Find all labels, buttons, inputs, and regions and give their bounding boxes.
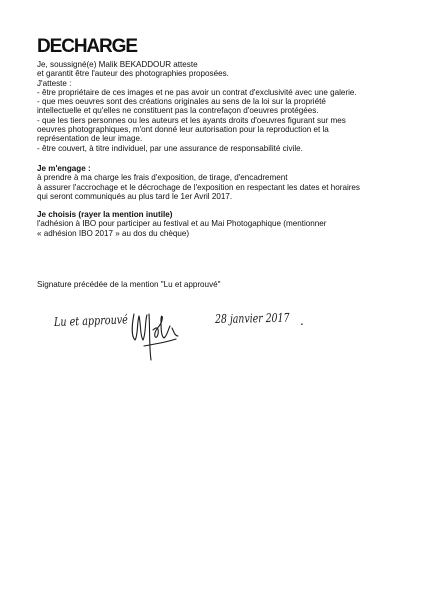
engagement-line: à prendre à ma charge les frais d'exposition, de tirage, d'encadrement — [37, 173, 288, 183]
attestation-line: intellectuelle et qu'elles ne constituent pas la contrefaçon d'oeuvres protégées. — [37, 106, 319, 116]
engagement-line: à assurer l'accrochage et le décrochage de l'exposition en respectant les dates et horaires — [37, 182, 360, 192]
choice-heading: Je choisis (rayer la mention inutile) — [37, 210, 173, 219]
handwritten-mention: Lu et approuvé — [53, 312, 129, 329]
choice-line: l'adhésion à IBO pour participer au festival et au Mai Photogaphique (mentionner — [37, 219, 327, 229]
attestation-line: - être propriétaire de ces images et ne pas avoir un contrat d'exclusivité avec une galerie. — [37, 87, 357, 97]
attestation-line: - que mes oeuvres sont des créations originales au sens de la loi sur la propriété — [37, 97, 326, 107]
attestation-line: représentation de leur image. — [37, 134, 143, 144]
handwritten-date: 28 janvier 2017 — [214, 310, 290, 326]
attestation-line: - être couvert, à titre individuel, par une assurance de responsabilité civile. — [37, 143, 303, 153]
handwritten-signature — [128, 306, 180, 364]
attestation-section — [37, 60, 357, 153]
intro-line: et garantit être l'auteur des photographies proposées. — [37, 69, 229, 79]
signature-stroke — [132, 314, 147, 340]
signature-caption: Signature précédée de la mention "Lu et approuvé" — [37, 280, 221, 289]
signature-stroke — [153, 316, 170, 338]
intro-line: Je, soussigné(e) Malik BEKADDOUR atteste — [37, 60, 198, 69]
signature-stroke — [144, 339, 176, 346]
signature-stroke — [172, 328, 178, 336]
choice-section — [37, 210, 327, 238]
intro-line: J'atteste : — [37, 78, 72, 88]
document-title: DECHARGE — [37, 36, 137, 57]
engagement-section — [37, 164, 360, 201]
engagement-heading: Je m'engage : — [37, 164, 91, 173]
choice-line: « adhésion IBO 2017 » au dos du chèque) — [37, 228, 190, 238]
signature-stroke — [149, 314, 151, 360]
attestation-line: oeuvres photographiques, m'ont donné leur autorisation pour la reproduction et la — [37, 125, 329, 135]
handwritten-period: . — [300, 314, 304, 328]
signature-section — [37, 280, 221, 289]
attestation-line: - que les tiers personnes ou les auteurs et les ayants droits d'oeuvres figurant sur mes — [37, 115, 346, 125]
engagement-line: qui seront communiqués au plus tard le 1er Avril 2017. — [37, 191, 233, 201]
